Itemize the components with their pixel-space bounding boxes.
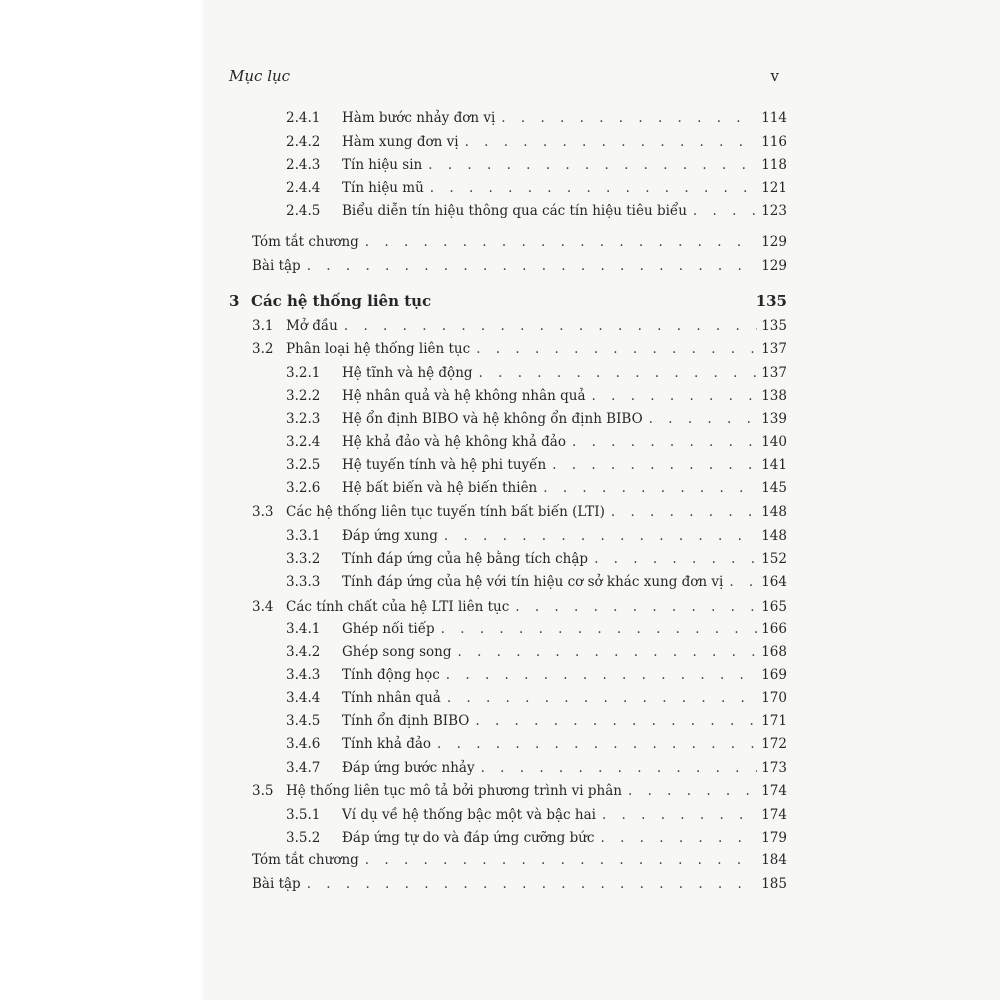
toc-entry-title: Tính khả đảo — [342, 736, 432, 752]
toc-entry-page: 129 — [761, 234, 787, 250]
toc-entry-page: 165 — [761, 599, 787, 615]
toc-entry-title: Tính nhân quả — [342, 690, 441, 706]
toc-entry-number: 3.3.2 — [286, 551, 321, 567]
toc-entry-page: 116 — [761, 134, 787, 150]
toc-entry-page: 148 — [761, 528, 787, 544]
dot-leader — [481, 757, 757, 779]
toc-entry-page: 152 — [761, 551, 787, 567]
toc-entry-title: Các hệ thống liên tục — [251, 292, 432, 310]
toc-entry-number: 3.4.6 — [286, 736, 321, 752]
toc-entry[interactable] — [286, 408, 787, 430]
toc-entry-page: 114 — [761, 110, 787, 126]
toc-entry-page: 135 — [761, 318, 787, 334]
toc-entry-number: 3.1 — [252, 318, 274, 334]
toc-entry-title: Đáp ứng bước nhảy — [342, 760, 475, 776]
dot-leader — [365, 849, 757, 871]
toc-entry-title: Hàm bước nhảy đơn vị — [342, 110, 496, 126]
toc-entry-title: Hàm xung đơn vị — [342, 134, 459, 150]
toc-entry-number: 3.4.4 — [286, 690, 321, 706]
toc-entry-page: 168 — [761, 644, 787, 660]
toc-entry-title: Hệ bất biến và hệ biến thiên — [342, 480, 538, 496]
toc-entry[interactable] — [286, 687, 787, 709]
toc-entry-page: 118 — [761, 157, 787, 173]
toc-entry[interactable] — [252, 596, 787, 618]
toc-entry-number: 3.2.4 — [286, 434, 321, 450]
dot-leader — [444, 525, 757, 547]
toc-entry[interactable] — [286, 154, 787, 176]
dot-leader — [365, 231, 757, 253]
toc-entry-title: Hệ tĩnh và hệ động — [342, 365, 473, 381]
toc-entry-page: 138 — [761, 388, 787, 404]
toc-entry-number: 2.4.4 — [286, 180, 321, 196]
header-title: Mục lục — [229, 67, 291, 85]
toc-entry-page: 170 — [761, 690, 787, 706]
dot-leader — [649, 408, 757, 430]
toc-entry[interactable] — [252, 849, 787, 871]
toc-entry[interactable] — [252, 780, 787, 802]
toc-entry-page: 174 — [761, 783, 787, 799]
toc-entry[interactable] — [286, 641, 787, 663]
toc-entry-page: 179 — [761, 830, 787, 846]
toc-entry-number: 3.2.6 — [286, 480, 321, 496]
toc-entry[interactable] — [286, 548, 787, 570]
dot-leader — [441, 618, 757, 640]
toc-entry[interactable] — [252, 873, 787, 895]
toc-entry[interactable] — [252, 315, 787, 337]
toc-entry[interactable] — [252, 231, 787, 253]
toc-entry[interactable] — [252, 338, 787, 360]
toc-entry-title: Ví dụ về hệ thống bậc một và bậc hai — [342, 807, 596, 823]
toc-entry-title: Tính động học — [342, 667, 440, 683]
toc-entry[interactable] — [286, 385, 787, 407]
toc-entry-page: 173 — [761, 760, 787, 776]
toc-entry-title: Mở đầu — [286, 318, 338, 334]
toc-entry-page: 140 — [761, 434, 787, 450]
toc-entry-page: 172 — [761, 736, 787, 752]
toc-entry[interactable] — [286, 733, 787, 755]
dot-leader — [344, 315, 757, 337]
toc-entry[interactable] — [286, 827, 787, 849]
dot-leader — [437, 733, 757, 755]
dot-leader — [307, 873, 757, 895]
toc-entry-title: Biểu diễn tín hiệu thông qua các tín hiệu tiêu biểu — [342, 203, 687, 219]
toc-entry-number: 2.4.5 — [286, 203, 321, 219]
toc-entry-title: Ghép song song — [342, 644, 452, 660]
toc-entry-title: Tóm tắt chương — [252, 852, 359, 868]
toc-entry-number: 3.4 — [252, 599, 274, 615]
dot-leader — [307, 255, 757, 277]
toc-entry-page: 137 — [761, 365, 787, 381]
toc-entry-title: Các hệ thống liên tục tuyến tính bất biến (LTI) — [286, 504, 605, 520]
dot-leader — [611, 501, 757, 523]
toc-entry-title: Tính đáp ứng của hệ với tín hiệu cơ sở khác xung đơn vị — [342, 574, 724, 590]
toc-entry-page: 135 — [755, 292, 787, 310]
toc-entry[interactable] — [286, 200, 787, 222]
toc-entry-page: 123 — [761, 203, 787, 219]
toc-entry-title: Hệ thống liên tục mô tả bởi phương trình vi phân — [286, 783, 622, 799]
toc-entry-number: 3.4.1 — [286, 621, 321, 637]
dot-leader — [447, 687, 757, 709]
toc-entry-title: Tóm tắt chương — [252, 234, 359, 250]
dot-leader — [594, 548, 757, 570]
toc-entry-title: Đáp ứng tự do và đáp ứng cưỡng bức — [342, 830, 595, 846]
toc-entry-title: Phân loại hệ thống liên tục — [286, 341, 471, 357]
toc-entry-number: 3.4.7 — [286, 760, 321, 776]
toc-entry-title: Bài tập — [252, 258, 301, 274]
toc-entry-page: 164 — [761, 574, 787, 590]
toc-entry-number: 3.2.2 — [286, 388, 321, 404]
toc-entry-title: Ghép nối tiếp — [342, 621, 435, 637]
toc-entry-page: 174 — [761, 807, 787, 823]
toc-entry-title: Tính đáp ứng của hệ bằng tích chập — [342, 551, 589, 567]
dot-leader — [501, 107, 757, 129]
dot-leader — [430, 177, 757, 199]
toc-entry[interactable] — [286, 454, 787, 476]
toc-entry[interactable] — [286, 131, 787, 153]
toc-entry[interactable] — [286, 571, 787, 593]
dot-leader — [465, 131, 757, 153]
toc-entry-page: 166 — [761, 621, 787, 637]
toc-entry-title: Bài tập — [252, 876, 301, 892]
toc-entry[interactable] — [286, 431, 787, 453]
running-header — [229, 62, 779, 86]
toc-entry[interactable] — [252, 501, 787, 523]
toc-entry-page: 185 — [761, 876, 787, 892]
toc-entry[interactable] — [286, 618, 787, 640]
dot-leader — [457, 641, 757, 663]
toc-entry-page: 148 — [761, 504, 787, 520]
toc-entry-number: 2.4.1 — [286, 110, 321, 126]
toc-entry-title: Hệ khả đảo và hệ không khả đảo — [342, 434, 566, 450]
toc-entry[interactable] — [286, 477, 787, 499]
toc-entry[interactable] — [286, 177, 787, 199]
dot-leader — [479, 362, 757, 384]
toc-entry-title: Hệ nhân quả và hệ không nhân quả — [342, 388, 586, 404]
toc-entry-number: 3.4.2 — [286, 644, 321, 660]
toc-entry-title: Tính ổn định BIBO — [342, 713, 470, 729]
toc-entry-title: Tín hiệu sin — [342, 157, 423, 173]
toc-entry-number: 2.4.2 — [286, 134, 321, 150]
dot-leader — [572, 431, 757, 453]
dot-leader — [476, 338, 757, 360]
toc-entry[interactable] — [286, 710, 787, 732]
toc-entry-number: 3.5.1 — [286, 807, 321, 823]
dot-leader — [601, 827, 758, 849]
toc-entry-number: 3.3.1 — [286, 528, 321, 544]
dot-leader — [592, 385, 757, 407]
dot-leader — [729, 571, 757, 593]
toc-entry[interactable] — [286, 664, 787, 686]
toc-entry-page: 121 — [761, 180, 787, 196]
dot-leader — [693, 200, 757, 222]
toc-entry-number: 3.2.1 — [286, 365, 321, 381]
toc-entry-title: Tín hiệu mũ — [342, 180, 424, 196]
toc-entry-number: 2.4.3 — [286, 157, 321, 173]
toc-entry[interactable] — [286, 804, 787, 826]
header-page-number: v — [770, 67, 779, 85]
toc-entry[interactable] — [252, 255, 787, 277]
dot-leader — [543, 477, 757, 499]
dot-leader — [628, 780, 757, 802]
toc-entry-page: 145 — [761, 480, 787, 496]
toc-entry-title: Đáp ứng xung — [342, 528, 438, 544]
toc-entry-number: 3.5.2 — [286, 830, 321, 846]
toc-entry-page: 129 — [761, 258, 787, 274]
toc-entry-number: 3.2.5 — [286, 457, 321, 473]
dot-leader — [602, 804, 757, 826]
toc-entry-number: 3.4.5 — [286, 713, 321, 729]
toc-entry[interactable] — [286, 362, 787, 384]
dot-leader — [515, 596, 757, 618]
toc-entry-number: 3.3 — [252, 504, 274, 520]
dot-leader — [446, 664, 757, 686]
dot-leader — [428, 154, 757, 176]
toc-entry-title: Hệ tuyến tính và hệ phi tuyến — [342, 457, 547, 473]
toc-entry-page: 184 — [761, 852, 787, 868]
toc-entry-page: 169 — [761, 667, 787, 683]
toc-entry-title: Hệ ổn định BIBO và hệ không ổn định BIBO — [342, 411, 643, 427]
toc-entry[interactable] — [286, 107, 787, 129]
dot-leader — [552, 454, 757, 476]
toc-chapter[interactable] — [229, 290, 787, 312]
toc-entry[interactable] — [286, 757, 787, 779]
toc-entry-title: Các tính chất của hệ LTI liên tục — [286, 599, 510, 615]
toc-entry-number: 3.2 — [252, 341, 274, 357]
toc-entry-number: 3.5 — [252, 783, 274, 799]
toc-entry-page: 141 — [761, 457, 787, 473]
toc-entry-page: 137 — [761, 341, 787, 357]
toc-entry-number: 3.3.3 — [286, 574, 321, 590]
toc-entry-number: 3 — [229, 292, 240, 310]
dot-leader — [475, 710, 757, 732]
toc-entry-number: 3.2.3 — [286, 411, 321, 427]
toc-entry-number: 3.4.3 — [286, 667, 321, 683]
toc-entry-page: 139 — [761, 411, 787, 427]
toc-entry[interactable] — [286, 525, 787, 547]
toc-entry-page: 171 — [761, 713, 787, 729]
